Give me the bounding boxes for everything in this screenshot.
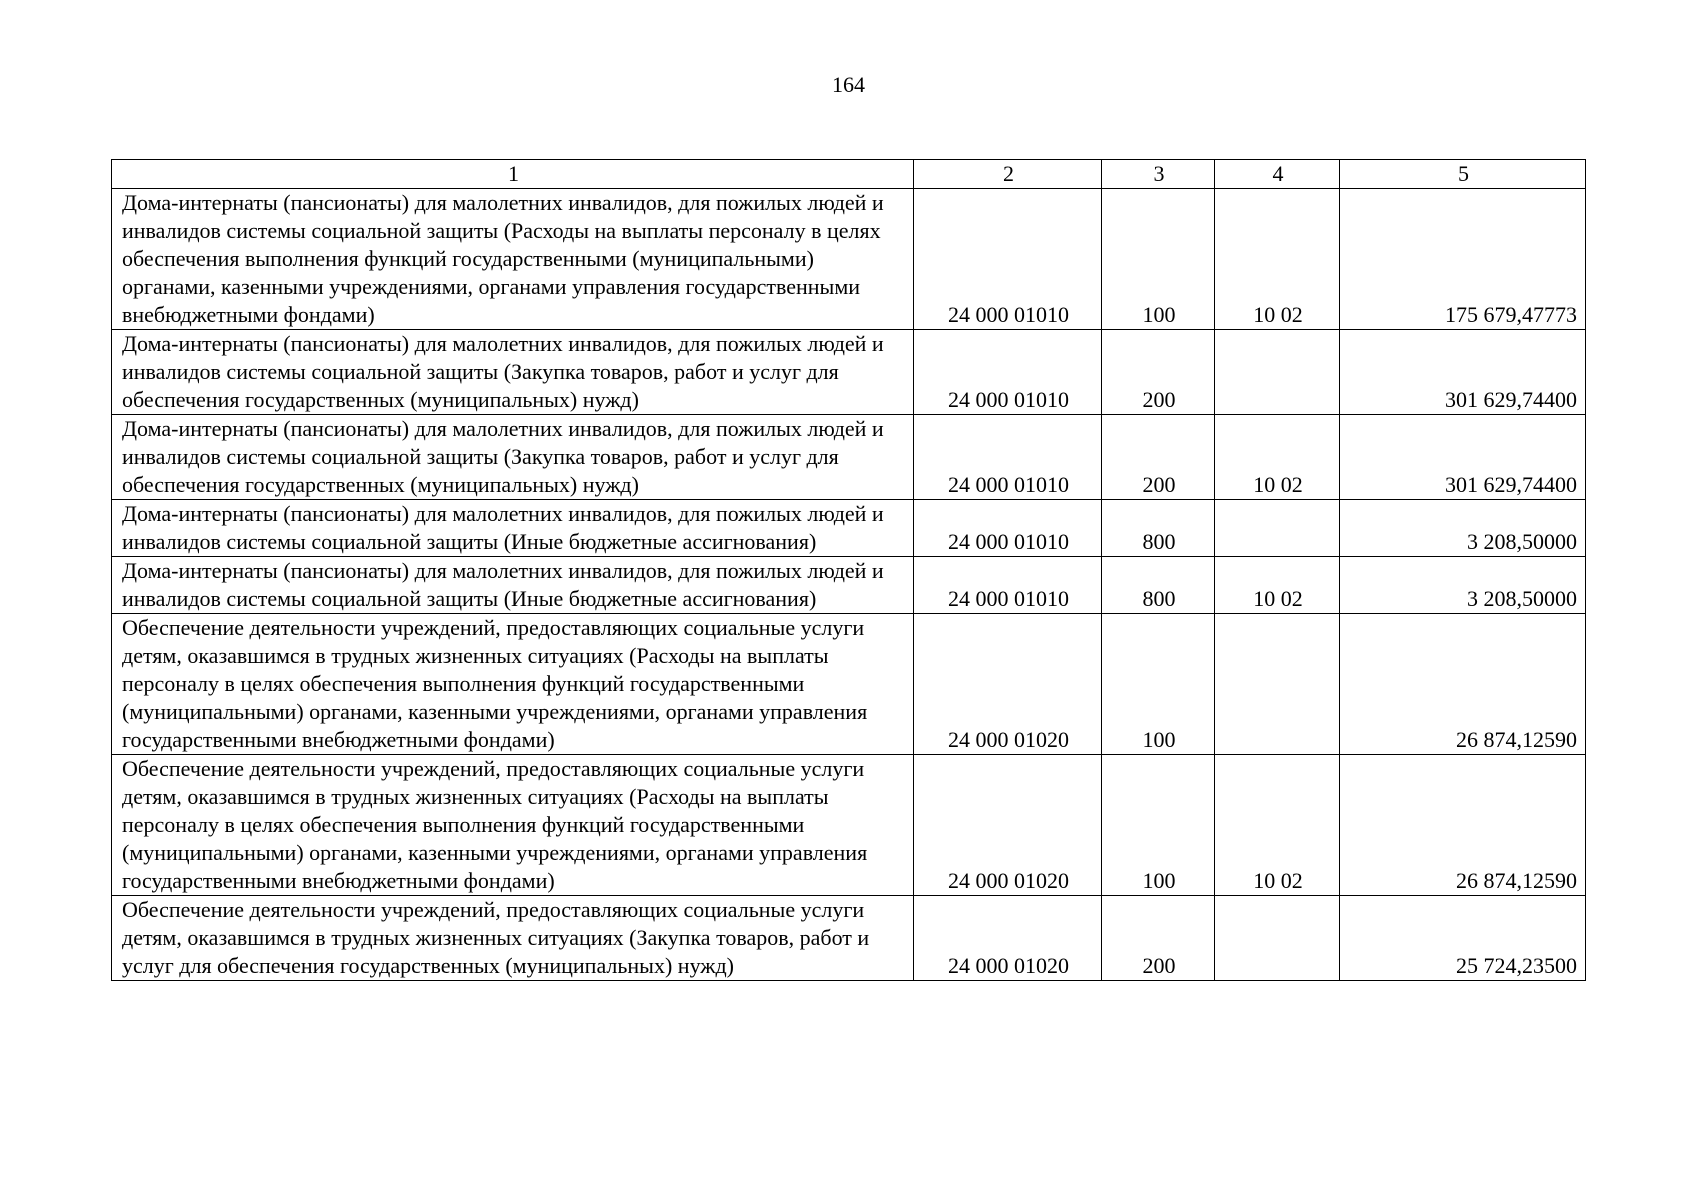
section-code-cell	[1215, 896, 1340, 981]
target-code-cell: 24 000 01020	[914, 614, 1102, 755]
section-code-cell	[1215, 500, 1340, 557]
expense-type-cell: 200	[1102, 330, 1215, 415]
table-row	[112, 614, 1586, 755]
amount-cell: 175 679,47773	[1340, 189, 1586, 330]
page-number: 164	[832, 72, 865, 97]
table-row	[112, 896, 1586, 981]
section-code-cell: 10 02	[1215, 189, 1340, 330]
expense-name-cell: Обеспечение деятельности учреждений, предоставляющих социальные услуги детям, оказавшимся в трудных жизненных ситуациях (Закупка товаров, работ и услуг для обеспечения государственных (муниципальных) нужд)	[112, 896, 914, 981]
amount-cell: 301 629,74400	[1340, 415, 1586, 500]
table-row	[112, 415, 1586, 500]
amount-cell: 26 874,12590	[1340, 614, 1586, 755]
section-code-cell: 10 02	[1215, 755, 1340, 896]
expense-name-cell: Обеспечение деятельности учреждений, предоставляющих социальные услуги детям, оказавшимся в трудных жизненных ситуациях (Расходы на выплаты персоналу в целях обеспечения выполнения функций государственными (муниципальными) органами, казенными учреждениями, органами управления государственными внебюджетными фондами)	[112, 755, 914, 896]
expense-type-cell: 800	[1102, 557, 1215, 614]
target-code-cell: 24 000 01010	[914, 415, 1102, 500]
table-row	[112, 330, 1586, 415]
amount-cell: 3 208,50000	[1340, 557, 1586, 614]
section-code-cell: 10 02	[1215, 415, 1340, 500]
header-cell-5: 5	[1340, 160, 1586, 189]
header-cell-3: 3	[1102, 160, 1215, 189]
target-code-cell: 24 000 01010	[914, 189, 1102, 330]
expense-type-cell: 200	[1102, 415, 1215, 500]
amount-cell: 301 629,74400	[1340, 330, 1586, 415]
section-code-cell: 10 02	[1215, 557, 1340, 614]
expense-name-cell: Дома-интернаты (пансионаты) для малолетних инвалидов, для пожилых людей и инвалидов системы социальной защиты (Расходы на выплаты персоналу в целях обеспечения выполнения функций государственными (муниципальными) органами, казенными учреждениями, органами управления государственными внебюджетными фондами)	[112, 189, 914, 330]
table-row	[112, 557, 1586, 614]
amount-cell: 26 874,12590	[1340, 755, 1586, 896]
budget-table	[111, 159, 1586, 981]
target-code-cell: 24 000 01010	[914, 330, 1102, 415]
amount-cell: 25 724,23500	[1340, 896, 1586, 981]
header-cell-4: 4	[1215, 160, 1340, 189]
amount-cell: 3 208,50000	[1340, 500, 1586, 557]
target-code-cell: 24 000 01010	[914, 557, 1102, 614]
expense-type-cell: 200	[1102, 896, 1215, 981]
table-row	[112, 500, 1586, 557]
expense-name-cell: Дома-интернаты (пансионаты) для малолетних инвалидов, для пожилых людей и инвалидов системы социальной защиты (Закупка товаров, работ и услуг для обеспечения государственных (муниципальных) нужд)	[112, 330, 914, 415]
table-row	[112, 189, 1586, 330]
expense-type-cell: 100	[1102, 189, 1215, 330]
expense-type-cell: 800	[1102, 500, 1215, 557]
expense-name-cell: Дома-интернаты (пансионаты) для малолетних инвалидов, для пожилых людей и инвалидов системы социальной защиты (Иные бюджетные ассигнования)	[112, 500, 914, 557]
target-code-cell: 24 000 01010	[914, 500, 1102, 557]
section-code-cell	[1215, 330, 1340, 415]
header-cell-2: 2	[914, 160, 1102, 189]
table-row	[112, 755, 1586, 896]
expense-name-cell: Дома-интернаты (пансионаты) для малолетних инвалидов, для пожилых людей и инвалидов системы социальной защиты (Закупка товаров, работ и услуг для обеспечения государственных (муниципальных) нужд)	[112, 415, 914, 500]
target-code-cell: 24 000 01020	[914, 896, 1102, 981]
header-cell-1: 1	[112, 160, 914, 189]
target-code-cell: 24 000 01020	[914, 755, 1102, 896]
expense-type-cell: 100	[1102, 614, 1215, 755]
table-header-row	[112, 160, 1586, 189]
section-code-cell	[1215, 614, 1340, 755]
budget-table-body	[112, 160, 1586, 981]
expense-type-cell: 100	[1102, 755, 1215, 896]
expense-name-cell: Обеспечение деятельности учреждений, предоставляющих социальные услуги детям, оказавшимся в трудных жизненных ситуациях (Расходы на выплаты персоналу в целях обеспечения выполнения функций государственными (муниципальными) органами, казенными учреждениями, органами управления государственными внебюджетными фондами)	[112, 614, 914, 755]
expense-name-cell: Дома-интернаты (пансионаты) для малолетних инвалидов, для пожилых людей и инвалидов системы социальной защиты (Иные бюджетные ассигнования)	[112, 557, 914, 614]
